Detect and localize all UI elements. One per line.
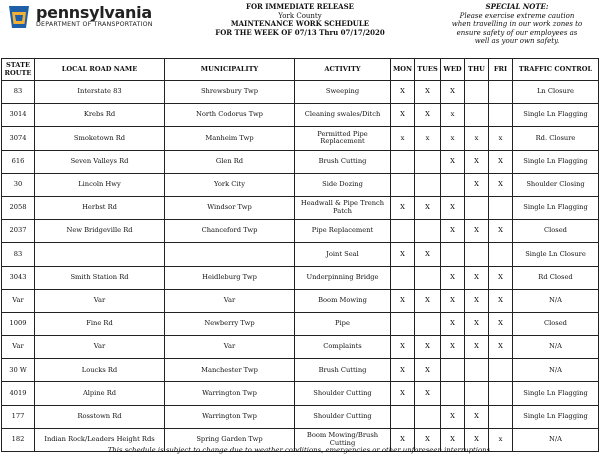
note-line: well as your own safety. [474, 37, 560, 46]
cell-fri: x [489, 127, 513, 150]
cell-municipality: York City [165, 173, 295, 196]
note-line: when travelling in our work zones to [451, 20, 583, 29]
cell-municipality: Var [165, 336, 295, 359]
cell-wed: X [441, 196, 465, 219]
cell-thu [465, 243, 489, 266]
cell-wed [441, 382, 465, 405]
cell-route: 30 W [2, 359, 35, 382]
cell-mon: X [391, 196, 415, 219]
cell-wed [441, 243, 465, 266]
cell-wed [441, 173, 465, 196]
cell-route: 177 [2, 405, 35, 428]
cell-thu: X [465, 289, 489, 312]
cell-municipality [165, 243, 295, 266]
col-header-activity: ACTIVITY [295, 59, 391, 81]
cell-tues: X [415, 196, 441, 219]
cell-traffic: Rd Closed [513, 266, 599, 289]
cell-tues: X [415, 104, 441, 127]
cell-route: Var [2, 336, 35, 359]
cell-tues [415, 173, 441, 196]
cell-tues [415, 220, 441, 243]
col-header-municipality: MUNICIPALITY [165, 59, 295, 81]
cell-traffic: Single Ln Flagging [513, 382, 599, 405]
table-row [2, 127, 599, 150]
cell-wed: x [441, 127, 465, 150]
cell-tues: X [415, 289, 441, 312]
table-body [2, 81, 599, 452]
col-header-tues: TUES [415, 59, 441, 81]
cell-tues [415, 312, 441, 335]
cell-activity: Shoulder Cutting [295, 405, 391, 428]
cell-fri [489, 243, 513, 266]
cell-fri: X [489, 266, 513, 289]
cell-road: Herbst Rd [35, 196, 165, 219]
cell-mon: X [391, 428, 415, 451]
cell-traffic: N/A [513, 336, 599, 359]
cell-route: 616 [2, 150, 35, 173]
table-header-row [2, 59, 599, 81]
cell-traffic: Single Ln Flagging [513, 104, 599, 127]
cell-road [35, 243, 165, 266]
note-title: SPECIAL NOTE: [485, 2, 549, 11]
cell-municipality: Spring Garden Twp [165, 428, 295, 451]
cell-activity: Sweeping [295, 81, 391, 104]
cell-route: 83 [2, 81, 35, 104]
cell-road: Lincoln Hwy [35, 173, 165, 196]
cell-tues: X [415, 81, 441, 104]
cell-mon: x [391, 127, 415, 150]
logo-department: DEPARTMENT OF TRANSPORTATION [36, 21, 153, 28]
cell-traffic: Shoulder Closing [513, 173, 599, 196]
cell-route: 30 [2, 173, 35, 196]
table-row [2, 405, 599, 428]
cell-mon [391, 220, 415, 243]
table-row [2, 173, 599, 196]
table-row [2, 196, 599, 219]
cell-wed: x [441, 104, 465, 127]
cell-tues: X [415, 359, 441, 382]
cell-wed: X [441, 428, 465, 451]
cell-road: Smoketown Rd [35, 127, 165, 150]
cell-municipality: Warrington Twp [165, 405, 295, 428]
cell-thu: X [465, 336, 489, 359]
col-header-thu: THU [465, 59, 489, 81]
cell-wed [441, 359, 465, 382]
cell-road: New Bridgeville Rd [35, 220, 165, 243]
cell-mon [391, 266, 415, 289]
cell-wed: X [441, 405, 465, 428]
week-label: FOR THE WEEK OF 07/13 Thru 07/17/2020 [215, 27, 385, 37]
cell-traffic: Rd. Closure [513, 127, 599, 150]
cell-mon: X [391, 243, 415, 266]
cell-traffic: Single Ln Flagging [513, 405, 599, 428]
county-label: York County [278, 11, 322, 20]
cell-wed: X [441, 81, 465, 104]
cell-route: 2058 [2, 196, 35, 219]
cell-fri: X [489, 312, 513, 335]
cell-road: Rosstown Rd [35, 405, 165, 428]
cell-activity: Joint Seal [295, 243, 391, 266]
cell-road: Indian Rock/Leaders Height Rds [35, 428, 165, 451]
cell-thu: X [465, 312, 489, 335]
cell-fri [489, 81, 513, 104]
cell-traffic: N/A [513, 289, 599, 312]
cell-activity: Boom Mowing/Brush Cutting [295, 428, 391, 451]
cell-fri [489, 405, 513, 428]
cell-thu: X [465, 428, 489, 451]
cell-thu [465, 196, 489, 219]
cell-traffic: Closed [513, 220, 599, 243]
schedule-title: MAINTENANCE WORK SCHEDULE [230, 19, 370, 29]
cell-wed: X [441, 150, 465, 173]
cell-mon [391, 405, 415, 428]
keystone-icon [6, 4, 32, 30]
penndot-logo [6, 4, 156, 36]
cell-municipality: Var [165, 289, 295, 312]
table-row [2, 336, 599, 359]
cell-wed: X [441, 266, 465, 289]
col-header-fri: FRI [489, 59, 513, 81]
cell-thu [465, 81, 489, 104]
cell-thu: x [465, 127, 489, 150]
cell-road: Smith Station Rd [35, 266, 165, 289]
cell-municipality: Glen Rd [165, 150, 295, 173]
table-row [2, 266, 599, 289]
release-block [200, 3, 400, 37]
cell-activity: Brush Cutting [295, 150, 391, 173]
cell-route: 83 [2, 243, 35, 266]
col-header-road: LOCAL ROAD NAME [35, 59, 165, 81]
cell-mon: X [391, 359, 415, 382]
cell-road: Alpine Rd [35, 382, 165, 405]
cell-municipality: Windsor Twp [165, 196, 295, 219]
cell-activity: Side Dozing [295, 173, 391, 196]
table-row [2, 359, 599, 382]
cell-municipality: Manheim Twp [165, 127, 295, 150]
table-row [2, 104, 599, 127]
cell-tues: X [415, 428, 441, 451]
cell-activity: Shoulder Cutting [295, 382, 391, 405]
cell-wed: X [441, 312, 465, 335]
cell-thu: X [465, 220, 489, 243]
cell-road: Var [35, 336, 165, 359]
cell-route: 3043 [2, 266, 35, 289]
cell-traffic: Single Ln Flagging [513, 150, 599, 173]
cell-road: Krebs Rd [35, 104, 165, 127]
cell-wed: X [441, 289, 465, 312]
maintenance-schedule-table [1, 58, 599, 452]
cell-fri [489, 104, 513, 127]
cell-activity: Underpinning Bridge [295, 266, 391, 289]
note-line: ensure safety of our employees as [456, 28, 578, 37]
page-header [0, 0, 600, 52]
cell-mon [391, 150, 415, 173]
cell-thu: X [465, 150, 489, 173]
cell-activity: Permitted Pipe Replacement [295, 127, 391, 150]
cell-municipality: Warrington Twp [165, 382, 295, 405]
cell-thu: X [465, 405, 489, 428]
cell-traffic: N/A [513, 359, 599, 382]
cell-tues: X [415, 382, 441, 405]
cell-fri: X [489, 289, 513, 312]
col-header-wed: WED [441, 59, 465, 81]
cell-mon: X [391, 81, 415, 104]
cell-municipality: Newberry Twp [165, 312, 295, 335]
cell-mon [391, 312, 415, 335]
table-row [2, 150, 599, 173]
cell-mon: X [391, 289, 415, 312]
cell-fri: X [489, 336, 513, 359]
cell-activity: Brush Cutting [295, 359, 391, 382]
cell-road: Interstate 83 [35, 81, 165, 104]
cell-thu: X [465, 266, 489, 289]
special-note [438, 3, 596, 46]
cell-municipality: North Codorus Twp [165, 104, 295, 127]
cell-municipality: Manchester Twp [165, 359, 295, 382]
cell-route: 1009 [2, 312, 35, 335]
cell-activity: Cleaning swales/Ditch [295, 104, 391, 127]
cell-fri: X [489, 150, 513, 173]
cell-activity: Pipe [295, 312, 391, 335]
cell-tues: X [415, 243, 441, 266]
cell-traffic: Single Ln Flagging [513, 196, 599, 219]
cell-thu [465, 359, 489, 382]
cell-mon: X [391, 336, 415, 359]
cell-tues [415, 405, 441, 428]
cell-activity: Complaints [295, 336, 391, 359]
cell-traffic: Closed [513, 312, 599, 335]
table-row [2, 220, 599, 243]
cell-fri: X [489, 173, 513, 196]
cell-route: 4019 [2, 382, 35, 405]
table-row [2, 312, 599, 335]
cell-route: 3074 [2, 127, 35, 150]
cell-road: Loucks Rd [35, 359, 165, 382]
cell-fri [489, 359, 513, 382]
cell-mon [391, 173, 415, 196]
cell-route: 2037 [2, 220, 35, 243]
footer-disclaimer: This schedule is subject to change due to weather conditions, emergencies or other unforeseen interruptions. [107, 446, 493, 454]
cell-thu: X [465, 173, 489, 196]
table-row [2, 81, 599, 104]
cell-road: Seven Valleys Rd [35, 150, 165, 173]
cell-tues [415, 150, 441, 173]
release-label: FOR IMMEDIATE RELEASE [245, 2, 355, 11]
cell-route: Var [2, 289, 35, 312]
table-row [2, 382, 599, 405]
cell-tues [415, 266, 441, 289]
cell-activity: Boom Mowing [295, 289, 391, 312]
cell-fri: X [489, 220, 513, 243]
table-row [2, 243, 599, 266]
col-header-mon: MON [391, 59, 415, 81]
cell-activity: Pipe Replacement [295, 220, 391, 243]
cell-route: 3014 [2, 104, 35, 127]
cell-wed: X [441, 336, 465, 359]
col-header-state-route: STATE ROUTE [2, 59, 35, 81]
cell-municipality: Heidleburg Twp [165, 266, 295, 289]
cell-fri [489, 382, 513, 405]
cell-fri [489, 196, 513, 219]
cell-mon: X [391, 382, 415, 405]
logo-name: pennsylvania [36, 3, 152, 22]
cell-fri: x [489, 428, 513, 451]
cell-wed: X [441, 220, 465, 243]
cell-activity: Headwall & Pipe Trench Patch [295, 196, 391, 219]
cell-road: Var [35, 289, 165, 312]
cell-municipality: Shrewsbury Twp [165, 81, 295, 104]
table-row [2, 289, 599, 312]
cell-traffic: Ln Closure [513, 81, 599, 104]
cell-traffic: Single Ln Closure [513, 243, 599, 266]
cell-road: Fine Rd [35, 312, 165, 335]
cell-municipality: Chanceford Twp [165, 220, 295, 243]
cell-thu [465, 382, 489, 405]
cell-route: 182 [2, 428, 35, 451]
col-header-traffic: TRAFFIC CONTROL [513, 59, 599, 81]
cell-tues: X [415, 336, 441, 359]
cell-thu [465, 104, 489, 127]
cell-traffic: N/A [513, 428, 599, 451]
note-line: Please exercise extreme caution [459, 11, 575, 20]
cell-tues: x [415, 127, 441, 150]
cell-mon: X [391, 104, 415, 127]
